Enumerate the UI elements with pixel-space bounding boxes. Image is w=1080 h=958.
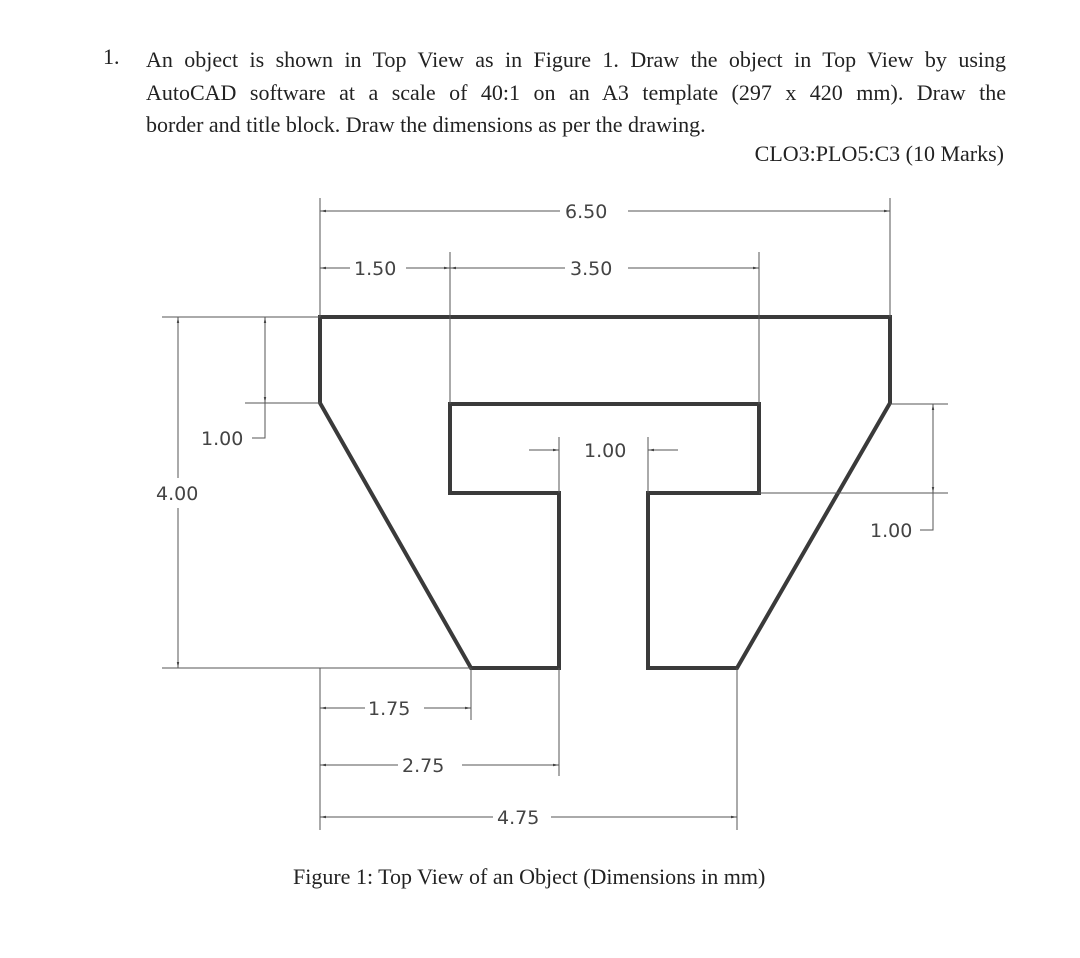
dim-1-50: 1.50	[354, 258, 397, 280]
dim-6-50: 6.50	[565, 201, 608, 223]
question-number: 1.	[103, 44, 120, 69]
dim-3-50: 3.50	[570, 258, 613, 280]
marks-label: CLO3:PLO5:C3 (10 Marks)	[754, 141, 1004, 166]
dim-4-75: 4.75	[497, 807, 540, 829]
dim-1-00-stem: 1.00	[584, 440, 627, 462]
question-line-2: AutoCAD software at a scale of 40:1 on an A3 template (297 x 420 mm). Draw the	[146, 79, 1006, 105]
dim-1-75: 1.75	[368, 698, 411, 720]
dim-1-00-left: 1.00	[201, 428, 244, 450]
question-line-3: border and title block. Draw the dimensions as per the drawing.	[146, 112, 706, 137]
extension-lines	[162, 198, 948, 830]
dimension-lines	[178, 211, 933, 817]
question-line-1: An object is shown in Top View as in Figure 1. Draw the object in Top View by using	[146, 47, 1006, 72]
dim-4-00: 4.00	[156, 483, 199, 505]
dim-2-75: 2.75	[402, 755, 445, 777]
dim-1-00-right: 1.00	[870, 520, 913, 542]
figure-caption: Figure 1: Top View of an Object (Dimensions in mm)	[293, 864, 766, 889]
